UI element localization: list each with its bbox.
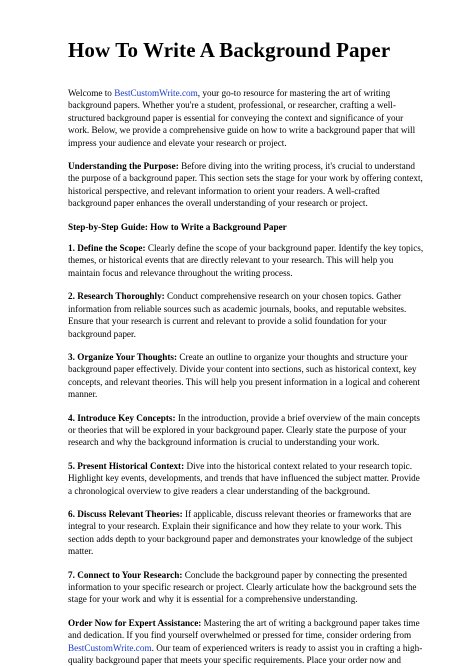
step-paragraph [68, 290, 424, 340]
step-label: 1. Define the Scope: [68, 243, 146, 254]
order-site-link[interactable]: BestCustomWrite.com [68, 642, 152, 653]
step-paragraph [68, 460, 424, 497]
step-paragraph [68, 242, 424, 279]
order-text-start: Mastering the art of writing a background paper takes time and dedication. If you find yourself overwhelmed or pressed for time, consider ordering from [68, 617, 420, 641]
step-label: 3. Organize Your Thoughts: [68, 351, 178, 362]
step-text: Conclude the background paper by connecting the presented information to your specific research or project. Clearly articulate how the background sets the stage for your work and why it is essential for a comprehensive understanding. [68, 569, 417, 605]
step-text: In the introduction, provide a brief overview of the main concepts or theories that will be explored in your background paper. Clearly state the purpose of your research and why the background information is crucial to understanding your work. [68, 412, 420, 448]
step-paragraph [68, 569, 424, 606]
guide-heading: Step-by-Step Guide: How to Write a Background Paper [68, 221, 287, 232]
step-text: Dive into the historical context related to your research topic. Highlight key events, developments, and trends that have influenced the subject matter. Provide a chronological overview to give readers a clear understanding of the background. [68, 460, 420, 496]
understanding-text: Before diving into the writing process, it's crucial to understand the purpose of a background paper. This section sets the stage for your work by offering context, historical perspective, and relevant information to orient your readers. A well-crafted background paper enhances the overall understanding of your research or project. [68, 161, 423, 209]
page-title: How To Write A Background Paper [68, 38, 391, 62]
step-text: If applicable, discuss relevant theories or frameworks that are integral to your research. Explain their significance and how they relate to your work. This section adds depth to your background paper and demonstrates your knowledge of the subject matter. [68, 508, 413, 557]
order-paragraph [68, 617, 424, 666]
intro-text-end: , your go-to resource for mastering the art of writing background papers. Whether you're a student, professional, or researcher, crafting a well-structured background paper is essential for conveying the context and significance of your work. Below, we provide a comprehensive guide on how to write a background paper that will impress your audience and elevate your research or project. [68, 88, 416, 148]
step-text: Clearly define the scope of your background paper. Identify the key topics, themes, or historical events that are directly relevant to your research. This will help you maintain focus and relevance throughout the writing process. [68, 243, 424, 278]
step-text: Conduct comprehensive research on your chosen topics. Gather information from reliable sources such as academic journals, books, and reputable websites. Ensure that your research is current and relevant to provide a solid foundation for your background paper. [68, 291, 407, 339]
step-text: Create an outline to organize your thoughts and structure your background paper effectively. Divide your content into sections, such as historical context, key concepts, and relevant theories. This will help you present information in a logical and coherent manner. [68, 351, 420, 400]
step-label: 2. Research Thoroughly: [68, 291, 165, 302]
intro-paragraph [68, 87, 424, 149]
step-label: 5. Present Historical Context: [68, 460, 185, 471]
step-label: 4. Introduce Key Concepts: [68, 412, 176, 423]
intro-text-start: Welcome to [68, 88, 115, 98]
step-paragraph [68, 508, 424, 558]
step-label: 6. Discuss Relevant Theories: [68, 508, 183, 519]
understanding-label: Understanding the Purpose: [68, 161, 179, 172]
step-paragraph [68, 351, 424, 401]
step-paragraph [68, 412, 424, 449]
understanding-paragraph [68, 160, 424, 210]
order-label: Order Now for Expert Assistance: [68, 617, 202, 628]
site-link[interactable]: BestCustomWrite.com [114, 88, 198, 98]
order-text-end: . Our team of experienced writers is ready to assist you in crafting a high-quality background paper that meets your specific requirements. Place your order now and [68, 642, 423, 666]
step-label: 7. Connect to Your Research: [68, 569, 183, 580]
